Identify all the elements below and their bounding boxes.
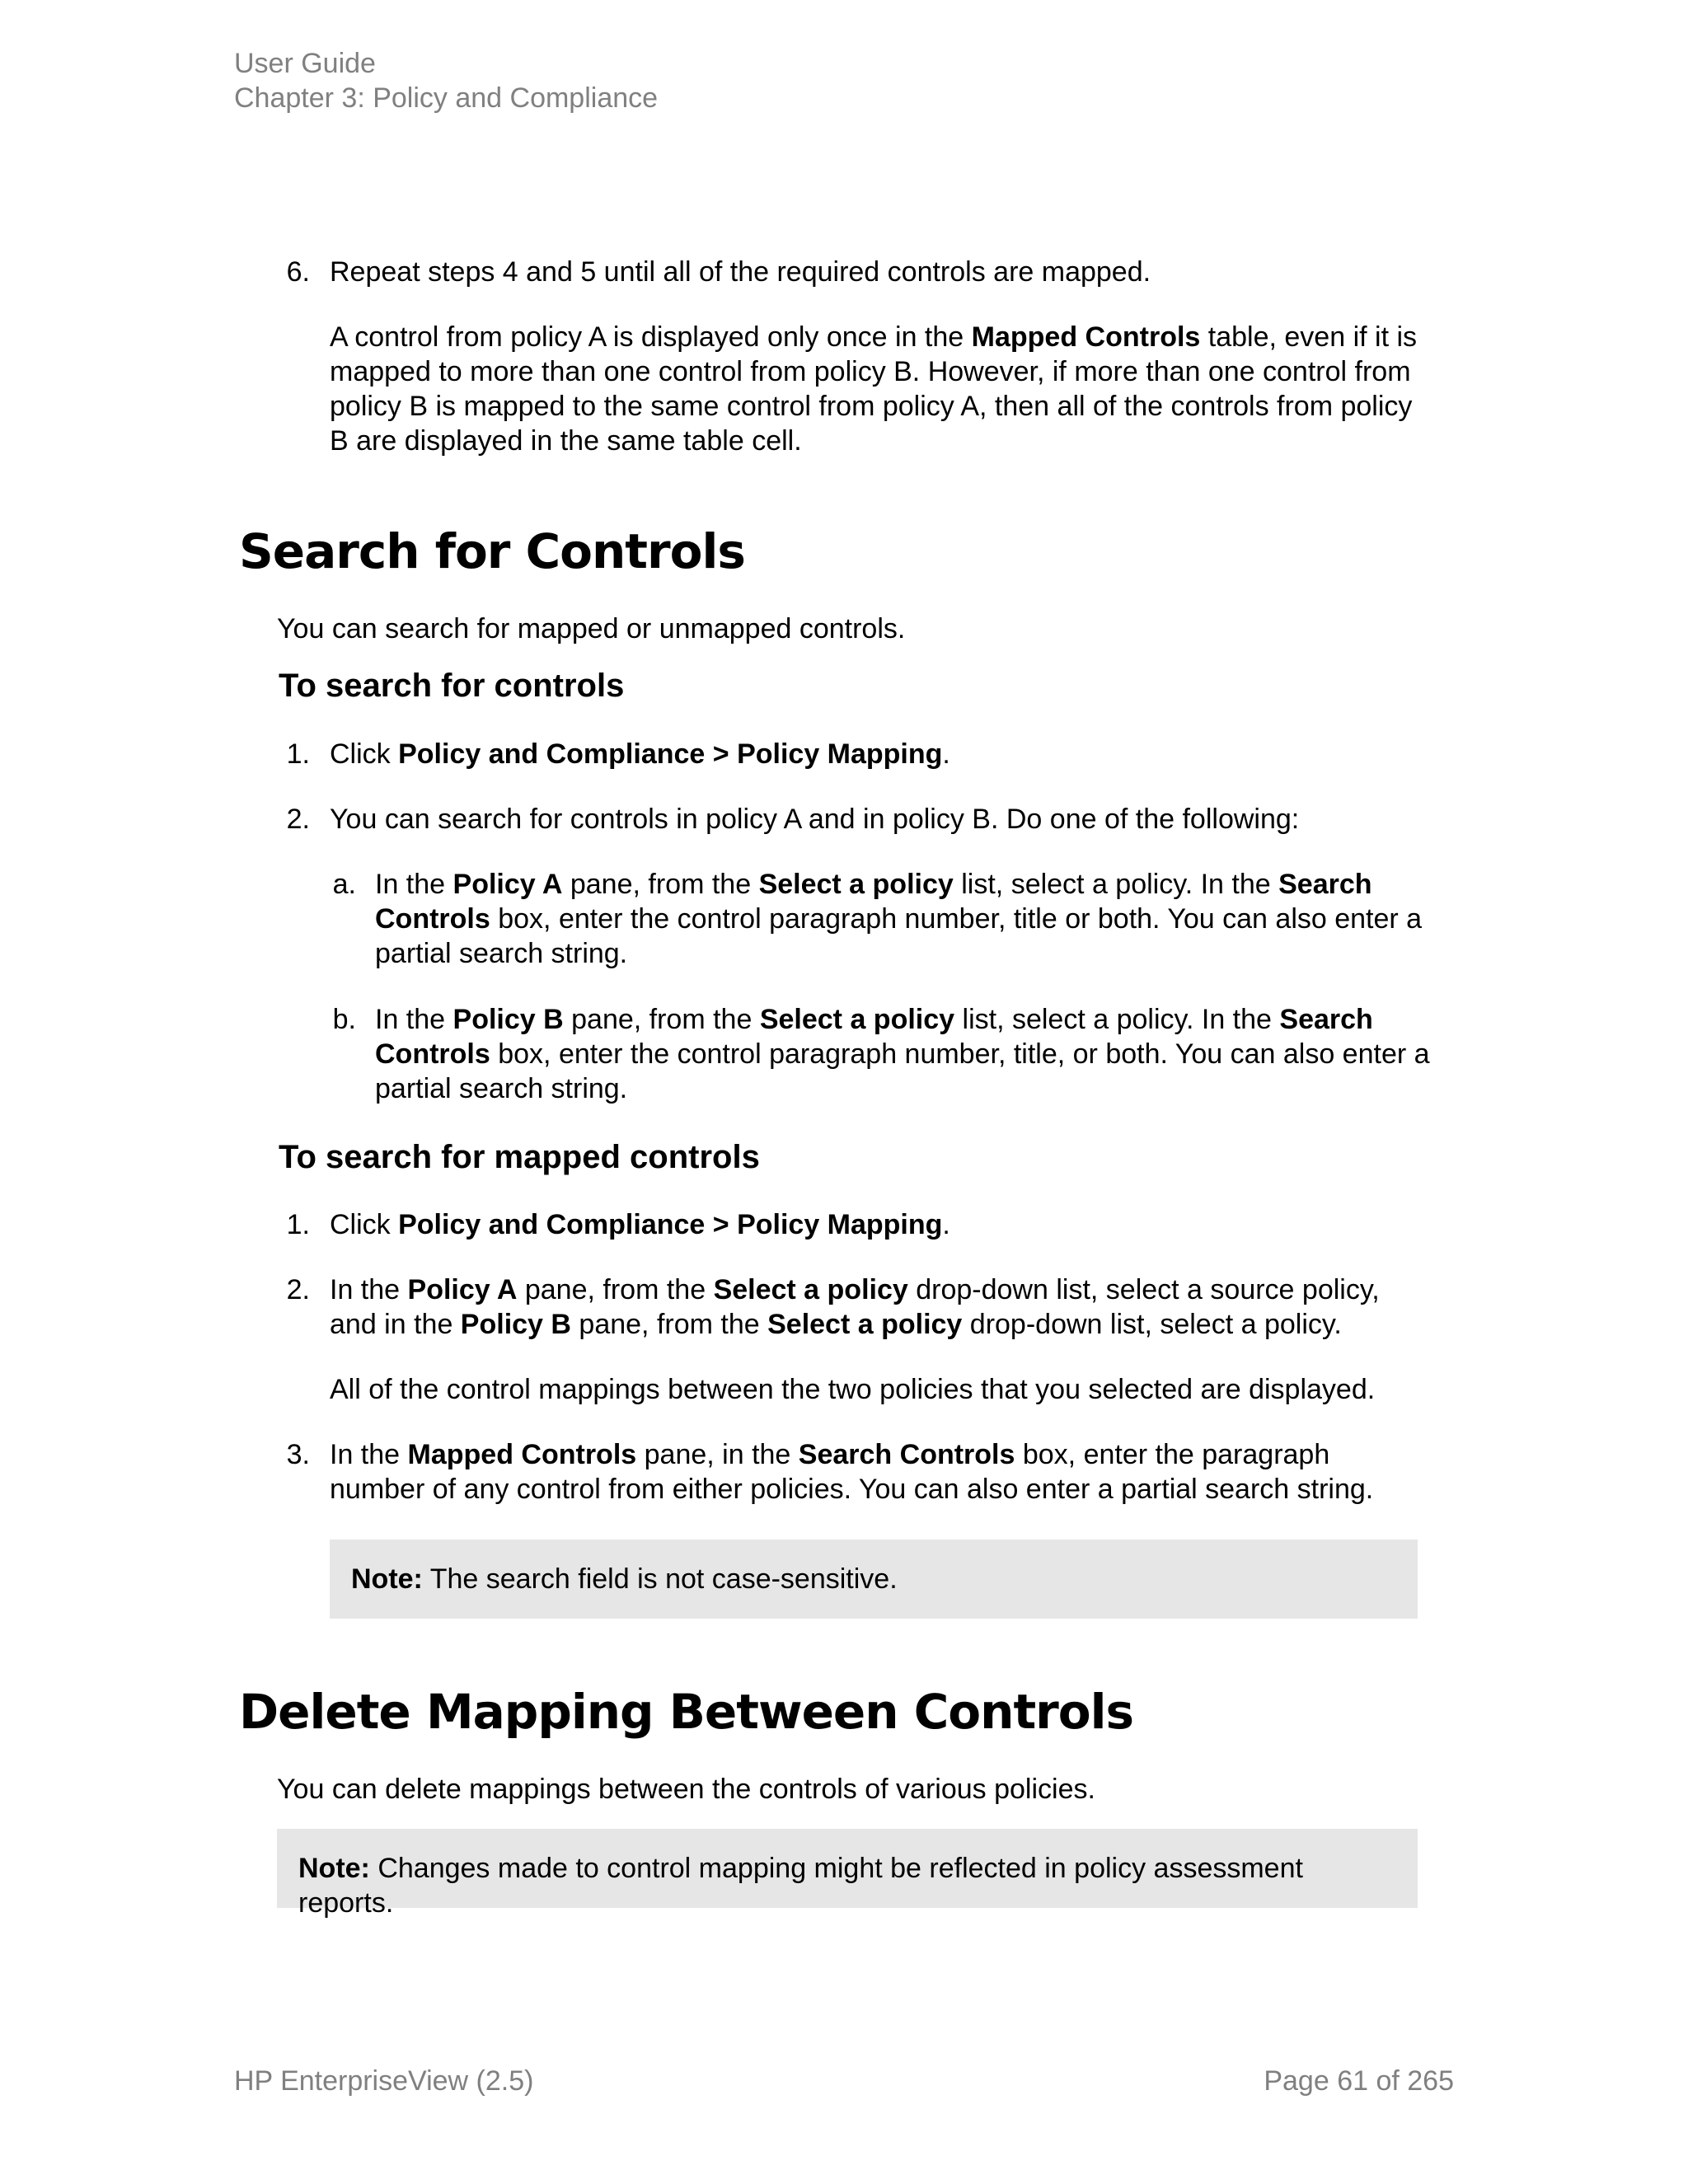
proc2-step-3-text: In the Mapped Controls pane, in the Search Controls box, enter the paragraph number of any control from either policies. You can also enter a partial search string.	[330, 1439, 1374, 1505]
note-label: Note:	[351, 1563, 423, 1595]
proc1-substep-a-letter: a.	[332, 869, 356, 900]
proc2-step-2-text: In the Policy A pane, from the Select a policy drop-down list, select a source policy, and in the Policy B pane, from the Select a policy drop-down list, select a policy.	[330, 1274, 1380, 1340]
proc1-step-2-number: 2.	[286, 804, 310, 835]
proc1-substep-b-letter: b.	[332, 1004, 356, 1035]
proc2-step-1-number: 1.	[286, 1209, 310, 1240]
procedure-heading-mapped: To search for mapped controls	[279, 1139, 760, 1175]
note-text: The search field is not case-sensitive.	[422, 1563, 898, 1595]
search-intro: You can search for mapped or unmapped controls.	[277, 613, 906, 644]
section-title-delete: Delete Mapping Between Controls	[239, 1684, 1134, 1740]
running-header	[234, 46, 658, 115]
proc1-step-2-text: You can search for controls in policy A and in policy B. Do one of the following:	[330, 804, 1300, 835]
step-6-number: 6.	[286, 256, 310, 288]
proc1-step-1-number: 1.	[286, 738, 310, 770]
proc1-substep-b-text: In the Policy B pane, from the Select a policy list, select a policy. In the Search Controls box, enter the control paragraph number, title, or both. You can also enter a partial search string.	[375, 1004, 1430, 1104]
proc1-step-1-text: Click Policy and Compliance > Policy Mapping.	[330, 738, 950, 770]
note-box-search	[330, 1540, 1418, 1619]
proc2-step-2-number: 2.	[286, 1274, 310, 1305]
footer-product: HP EnterpriseView (2.5)	[234, 2065, 534, 2097]
proc2-step-3-number: 3.	[286, 1439, 310, 1470]
proc2-step-2-paragraph: All of the control mappings between the two policies that you selected are displayed.	[330, 1374, 1376, 1405]
step-6-text: Repeat steps 4 and 5 until all of the required controls are mapped.	[330, 256, 1151, 288]
delete-intro: You can delete mappings between the controls of various policies.	[277, 1774, 1095, 1805]
header-doc-title: User Guide	[234, 48, 376, 79]
step-6-paragraph: A control from policy A is displayed only once in the Mapped Controls table, even if it is mapped to more than one control from policy B. However, if more than one control from policy B is mapped to the same control from policy A, then all of the controls from policy B are displayed in the same table cell.	[330, 321, 1418, 457]
page-number: Page 61 of 265	[1264, 2065, 1454, 2097]
note-text: Changes made to control mapping might be reflected in policy assessment reports.	[298, 1853, 1303, 1919]
proc2-step-1-text: Click Policy and Compliance > Policy Mapping.	[330, 1209, 950, 1240]
ui-term: Mapped Controls	[971, 321, 1201, 353]
procedure-heading-search: To search for controls	[279, 668, 625, 704]
proc1-substep-a-text: In the Policy A pane, from the Select a policy list, select a policy. In the Search Controls box, enter the control paragraph number, title or both. You can also enter a partial search string.	[375, 869, 1423, 969]
header-chapter: Chapter 3: Policy and Compliance	[234, 82, 659, 114]
note-box-delete	[277, 1829, 1418, 1919]
section-title-search: Search for Controls	[239, 523, 745, 579]
running-footer	[234, 2064, 1454, 2098]
note-label: Note:	[298, 1853, 370, 1884]
